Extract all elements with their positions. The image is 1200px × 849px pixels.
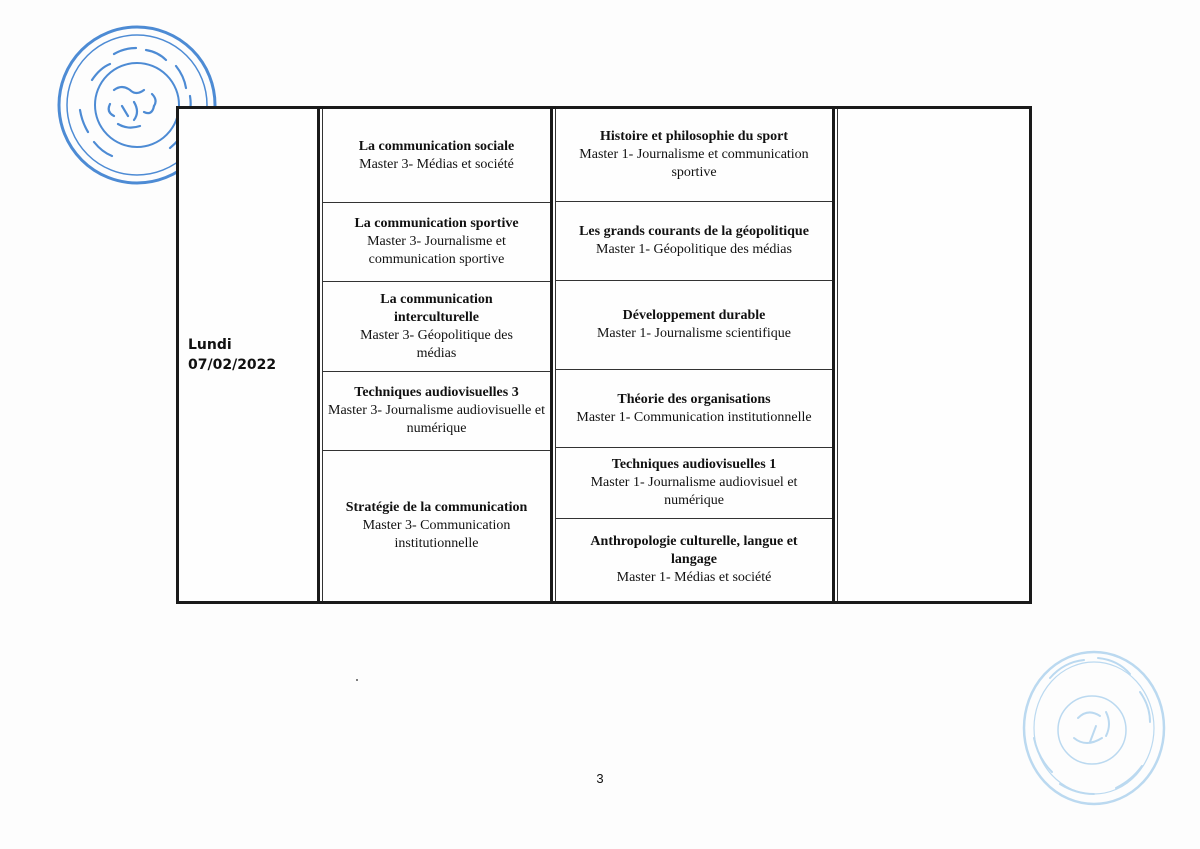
course-program: Master 1- Journalisme et communication sportive	[579, 147, 809, 180]
course-program: Master 3- Médias et société	[359, 156, 514, 172]
master1-column	[556, 109, 832, 601]
course-program: Master 3- Communication institutionnelle	[362, 518, 511, 551]
course-cell	[556, 448, 832, 518]
course-title: Stratégie de la communication	[345, 500, 528, 515]
course-cell	[556, 281, 832, 369]
course-cell	[556, 109, 832, 201]
course-title: La communication sociale	[358, 138, 515, 154]
empty-column	[841, 109, 1029, 601]
master3-column	[323, 109, 550, 601]
course-program: Master 1- Médias et société	[616, 570, 772, 585]
day-name: Lundi	[188, 337, 232, 353]
course-program: Master 1- Journalisme audiovisuel et numérique	[590, 475, 798, 508]
day-date: 07/02/2022	[188, 357, 277, 373]
column-divider	[317, 109, 320, 601]
course-cell	[323, 282, 550, 371]
course-program: Master 3- Journalisme audiovisuelle et numérique	[328, 403, 545, 436]
course-cell	[556, 519, 832, 601]
course-title: Histoire et philosophie du sport	[600, 129, 788, 144]
course-cell	[323, 372, 550, 450]
course-title: La communication interculturelle	[380, 291, 493, 325]
course-title: Anthropologie culturelle, langue et langage	[590, 534, 798, 567]
column-divider	[550, 109, 553, 601]
course-cell	[323, 109, 550, 202]
column-divider	[837, 109, 838, 601]
course-cell	[323, 451, 550, 601]
course-program: Master 1- Journalisme scientifique	[596, 326, 791, 341]
exam-schedule-table	[176, 106, 1032, 604]
page-number: 3	[596, 771, 604, 786]
course-title: Techniques audiovisuelles 1	[611, 457, 777, 472]
course-program: Master 3- Géopolitique des médias	[360, 327, 513, 361]
course-title: Théorie des organisations	[617, 391, 771, 407]
column-divider	[832, 109, 835, 601]
course-title: Techniques audiovisuelles 3	[354, 385, 519, 400]
course-program: Master 1- Communication institutionnelle	[576, 409, 812, 425]
scan-speck	[356, 679, 358, 681]
course-cell	[556, 202, 832, 280]
course-cell	[323, 203, 550, 281]
course-title: Développement durable	[622, 308, 766, 323]
course-title: Les grands courants de la géopolitique	[579, 224, 809, 239]
course-program: Master 3- Journalisme et communication sportive	[367, 234, 506, 267]
day-cell	[179, 109, 317, 601]
official-stamp-bottom-right	[1012, 642, 1172, 812]
course-title: La communication sportive	[354, 216, 519, 231]
course-program: Master 1- Géopolitique des médias	[596, 242, 792, 257]
course-cell	[556, 370, 832, 447]
